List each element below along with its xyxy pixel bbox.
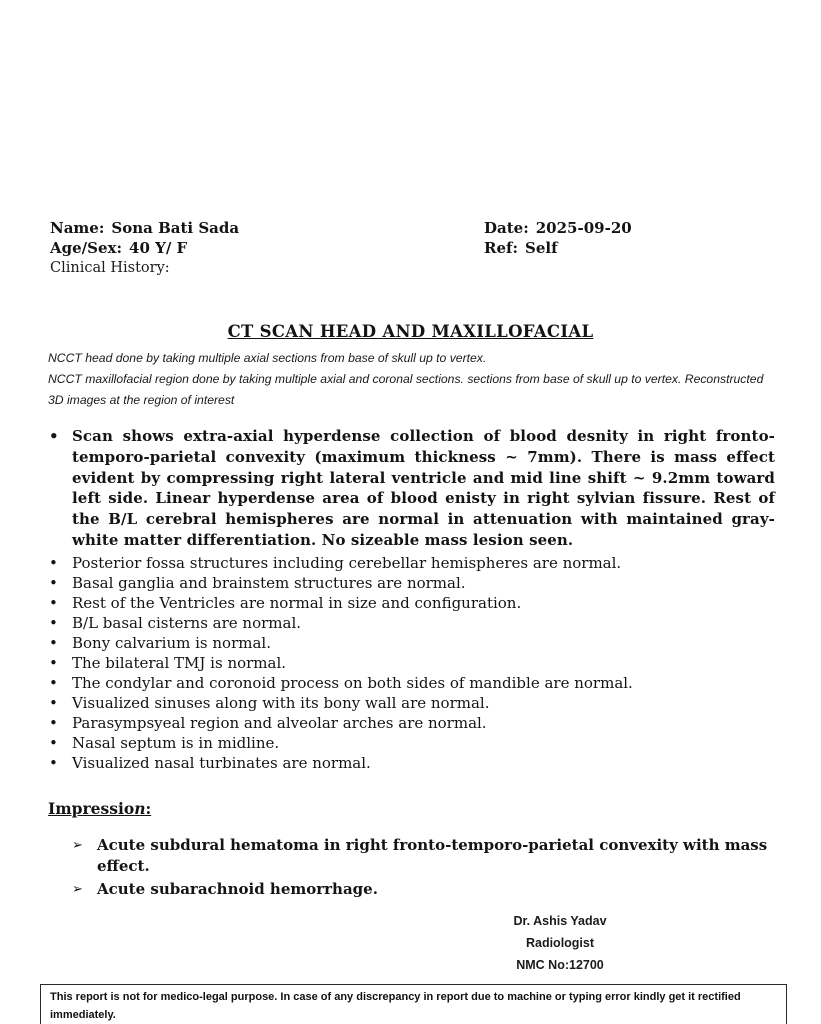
impression-list (72, 835, 775, 901)
footer-disclaimer (40, 984, 787, 1024)
technique-line-2: NCCT maxillofacial region done by taking multiple axial and coronal sections. sections from base of skull up to vertex. Reconstructed 3D images at the region of interest (48, 372, 764, 407)
impression-heading-colon: : (145, 798, 152, 818)
impression-heading-main: Impressio (48, 798, 135, 818)
patient-name-line (50, 218, 484, 238)
header-row-1 (50, 218, 775, 238)
doctor-role: Radiologist (525, 936, 595, 950)
header-row-2 (50, 238, 775, 258)
finding-item: • Basal ganglia and brainstem structures are normal. (47, 573, 775, 593)
date-line (484, 218, 775, 238)
finding-item: • Bony calvarium is normal. (47, 633, 775, 653)
age-sex-line (50, 238, 484, 258)
doctor-name: Dr. Ashis Yadav (513, 914, 607, 928)
signature-block (455, 910, 665, 976)
finding-item: • Posterior fossa structures including cerebellar hemispheres are normal. (47, 553, 775, 573)
finding-item: • Visualized sinuses along with its bony wall are normal. (47, 693, 775, 713)
patient-header (50, 218, 775, 278)
date-value: 2025-09-20 (535, 219, 632, 237)
technique-line-1: NCCT head done by taking multiple axial sections from base of skull up to vertex. (48, 351, 487, 365)
name-value: Sona Bati Sada (111, 219, 240, 237)
impression-item: ➢ Acute subarachnoid hemorrhage. (72, 879, 775, 901)
finding-item: • B/L basal cisterns are normal. (47, 613, 775, 633)
finding-item: • The condylar and coronoid process on both sides of mandible are normal. (47, 673, 775, 693)
finding-item: • Rest of the Ventricles are normal in size and configuration. (47, 593, 775, 613)
impression-heading (48, 799, 775, 818)
doctor-nmc-number: NMC No:12700 (516, 958, 604, 972)
finding-item-lead: • Scan shows extra-axial hyperdense collection of blood desnity in right fronto-temporo-parietal convexity (maximum thickness ~ 7mm). There is mass effect evident by compressing right lateral ventricle and mid line shift ~ 9.2mm toward left side. Linear hyperdense area of blood enisty in right sylvian fissure. Rest of the B/L cerebral hemispheres are normal in attenuation with maintained gray-white matter differentiation. No sizeable mass lesion seen. (47, 426, 775, 551)
ref-value: Self (525, 239, 558, 257)
date-label: Date: (484, 219, 529, 237)
age-sex-label: Age/Sex: (50, 239, 123, 257)
finding-item: • Visualized nasal turbinates are normal. (47, 753, 775, 773)
finding-item: • Nasal septum is in midline. (47, 733, 775, 753)
technique-notes (48, 348, 775, 411)
clinical-history-label: Clinical History: (50, 260, 170, 276)
ref-label: Ref: (484, 239, 518, 257)
age-sex-value: 40 Y/ F (129, 239, 188, 257)
impression-heading-italic-n: n (134, 798, 146, 818)
ref-line (484, 238, 775, 258)
finding-item: • Parasympsyeal region and alveolar arches are normal. (47, 713, 775, 733)
name-label: Name: (50, 219, 105, 237)
report-title: CT SCAN HEAD AND MAXILLOFACIAL (227, 322, 594, 341)
footer-disclaimer-text: This report is not for medico-legal purpose. In case of any discrepancy in report due to machine or typing error kindly get it rectified immediately. (50, 991, 741, 1021)
finding-item: • The bilateral TMJ is normal. (47, 653, 775, 673)
header-row-3 (50, 258, 775, 278)
impression-item: ➢ Acute subdural hematoma in right fronto-temporo-parietal convexity with mass effect. (72, 835, 775, 878)
findings-list (47, 426, 775, 773)
